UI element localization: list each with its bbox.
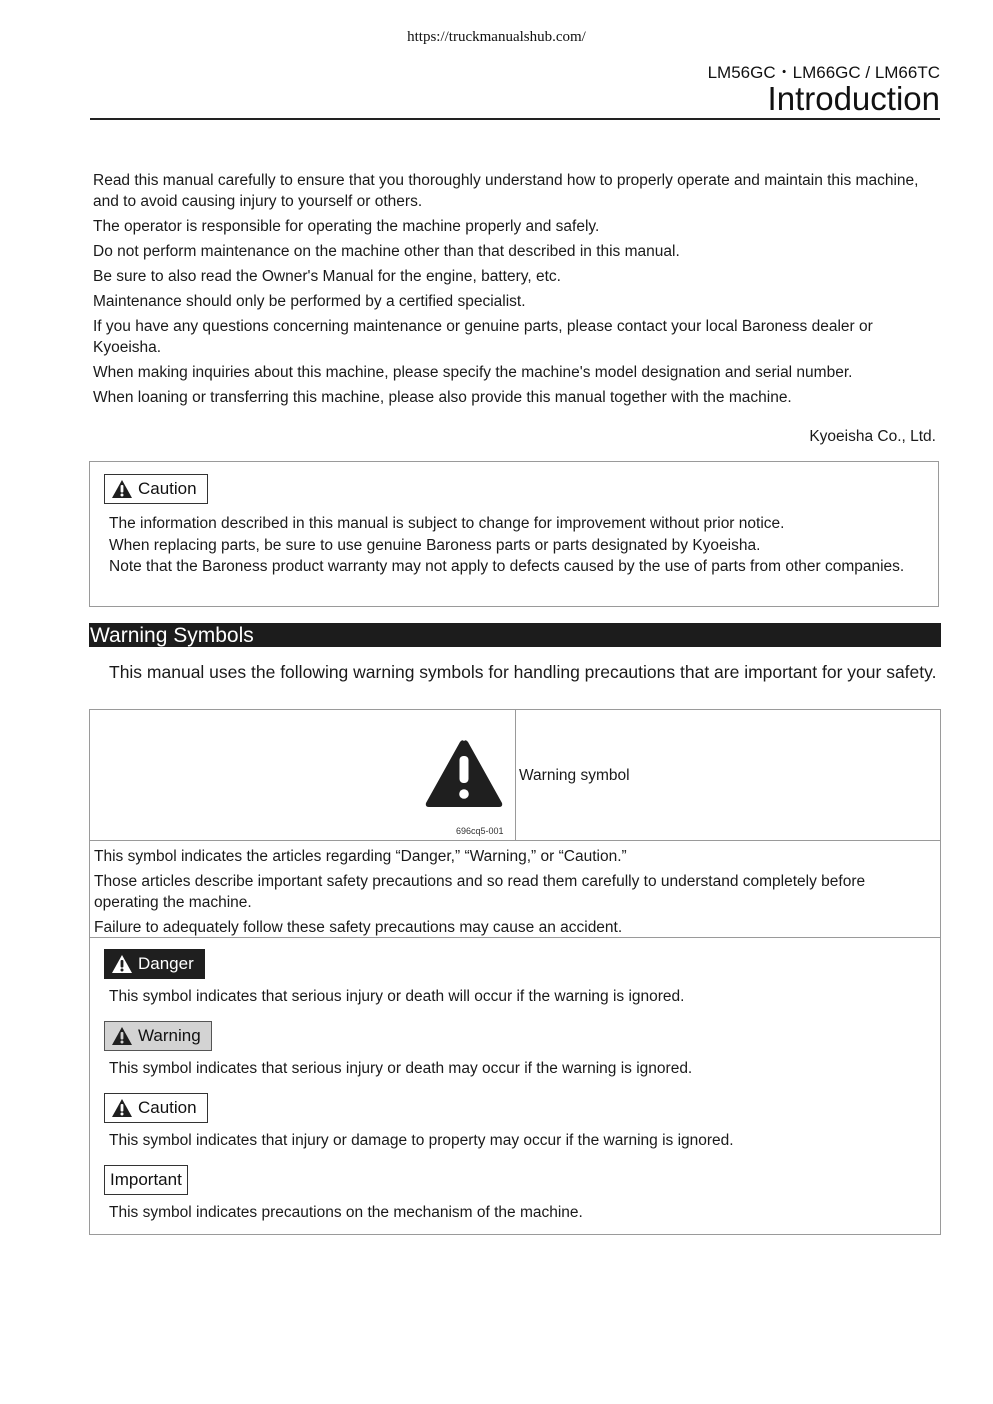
signal-words-row bbox=[90, 938, 940, 1234]
caution-level bbox=[104, 1093, 734, 1151]
warning-triangle-icon bbox=[111, 954, 133, 974]
intro-text bbox=[93, 170, 943, 412]
caution-line: When replacing parts, be sure to use genuine Baroness parts or parts designated by Kyoeisha. bbox=[109, 536, 761, 554]
warning-triangle-icon bbox=[424, 739, 504, 809]
danger-tag-label: Danger bbox=[138, 954, 194, 973]
important-tag-label: Important bbox=[110, 1170, 182, 1189]
caution-tag bbox=[104, 1093, 208, 1123]
company-name: Kyoeisha Co., Ltd. bbox=[809, 428, 936, 445]
warning-triangle-icon bbox=[111, 479, 133, 499]
intro-paragraph: Maintenance should only be performed by a certified specialist. bbox=[93, 293, 526, 310]
symbol-row bbox=[90, 710, 940, 841]
intro-paragraph: The operator is responsible for operating the machine properly and safely. bbox=[93, 218, 600, 235]
danger-description: This symbol indicates that serious injury or death will occur if the warning is ignored. bbox=[109, 988, 685, 1005]
caution-tag-label: Caution bbox=[138, 479, 197, 498]
explanation-line: Failure to adequately follow these safety precautions may cause an accident. bbox=[94, 918, 623, 936]
warning-tag bbox=[104, 1021, 212, 1051]
symbol-figure-cell bbox=[90, 710, 516, 840]
warning-level bbox=[104, 1021, 692, 1079]
caution-tag-label: Caution bbox=[138, 1098, 197, 1117]
caution-line: The information described in this manual is subject to change for improvement without prior notice. bbox=[109, 515, 785, 532]
source-url[interactable]: https://truckmanualshub.com/ bbox=[407, 29, 586, 45]
warning-triangle-icon bbox=[111, 1098, 133, 1118]
intro-paragraph: Read this manual carefully to ensure that you thoroughly understand how to properly operate and maintain this machine, and to avoid causing injury to yourself or others. bbox=[93, 172, 919, 210]
intro-paragraph: Be sure to also read the Owner's Manual for the engine, battery, etc. bbox=[93, 268, 561, 285]
caution-line: Note that the Baroness product warranty may not apply to defects caused by the use of parts from other companies. bbox=[109, 558, 905, 575]
danger-level bbox=[104, 949, 684, 1007]
explanation-line: Those articles describe important safety precautions and so read them carefully to understand completely before operating the machine. bbox=[94, 872, 866, 911]
symbol-label: Warning symbol bbox=[519, 767, 630, 784]
important-description: This symbol indicates precautions on the mechanism of the machine. bbox=[109, 1204, 583, 1221]
intro-paragraph: When loaning or transferring this machine, please also provide this manual together with the machine. bbox=[93, 389, 792, 406]
warning-triangle-icon bbox=[111, 1026, 133, 1046]
intro-paragraph: If you have any questions concerning maintenance or genuine parts, please contact your local Baroness dealer or Kyoeisha. bbox=[93, 318, 873, 356]
header-rule bbox=[90, 118, 940, 120]
important-tag bbox=[104, 1165, 188, 1195]
caution-tag bbox=[104, 474, 208, 504]
model-designation: LM56GC・LM66GC / LM66TC bbox=[707, 63, 940, 82]
warning-description: This symbol indicates that serious injury or death may occur if the warning is ignored. bbox=[109, 1060, 693, 1077]
important-level bbox=[104, 1165, 583, 1223]
section-intro: This manual uses the following warning symbols for handling precautions that are important for your safety. bbox=[109, 662, 937, 682]
caution-description: This symbol indicates that injury or damage to property may occur if the warning is ignored. bbox=[109, 1132, 734, 1149]
section-heading-warning-symbols: Warning Symbols bbox=[89, 623, 941, 647]
warning-tag-label: Warning bbox=[138, 1026, 201, 1045]
caution-notice-text bbox=[109, 513, 919, 578]
page-title: Introduction bbox=[767, 80, 940, 117]
intro-paragraph: Do not perform maintenance on the machine other than that described in this manual. bbox=[93, 243, 680, 260]
symbol-explanation-row bbox=[90, 841, 940, 938]
intro-paragraph: When making inquiries about this machine, please specify the machine's model designation and serial number. bbox=[93, 364, 853, 381]
figure-code: 696cq5-001 bbox=[456, 826, 504, 836]
explanation-line: This symbol indicates the articles regarding “Danger,” “Warning,” or “Caution.” bbox=[94, 848, 627, 865]
warning-symbol-table bbox=[89, 709, 941, 1235]
danger-tag bbox=[104, 949, 205, 979]
caution-notice-box bbox=[89, 461, 939, 607]
